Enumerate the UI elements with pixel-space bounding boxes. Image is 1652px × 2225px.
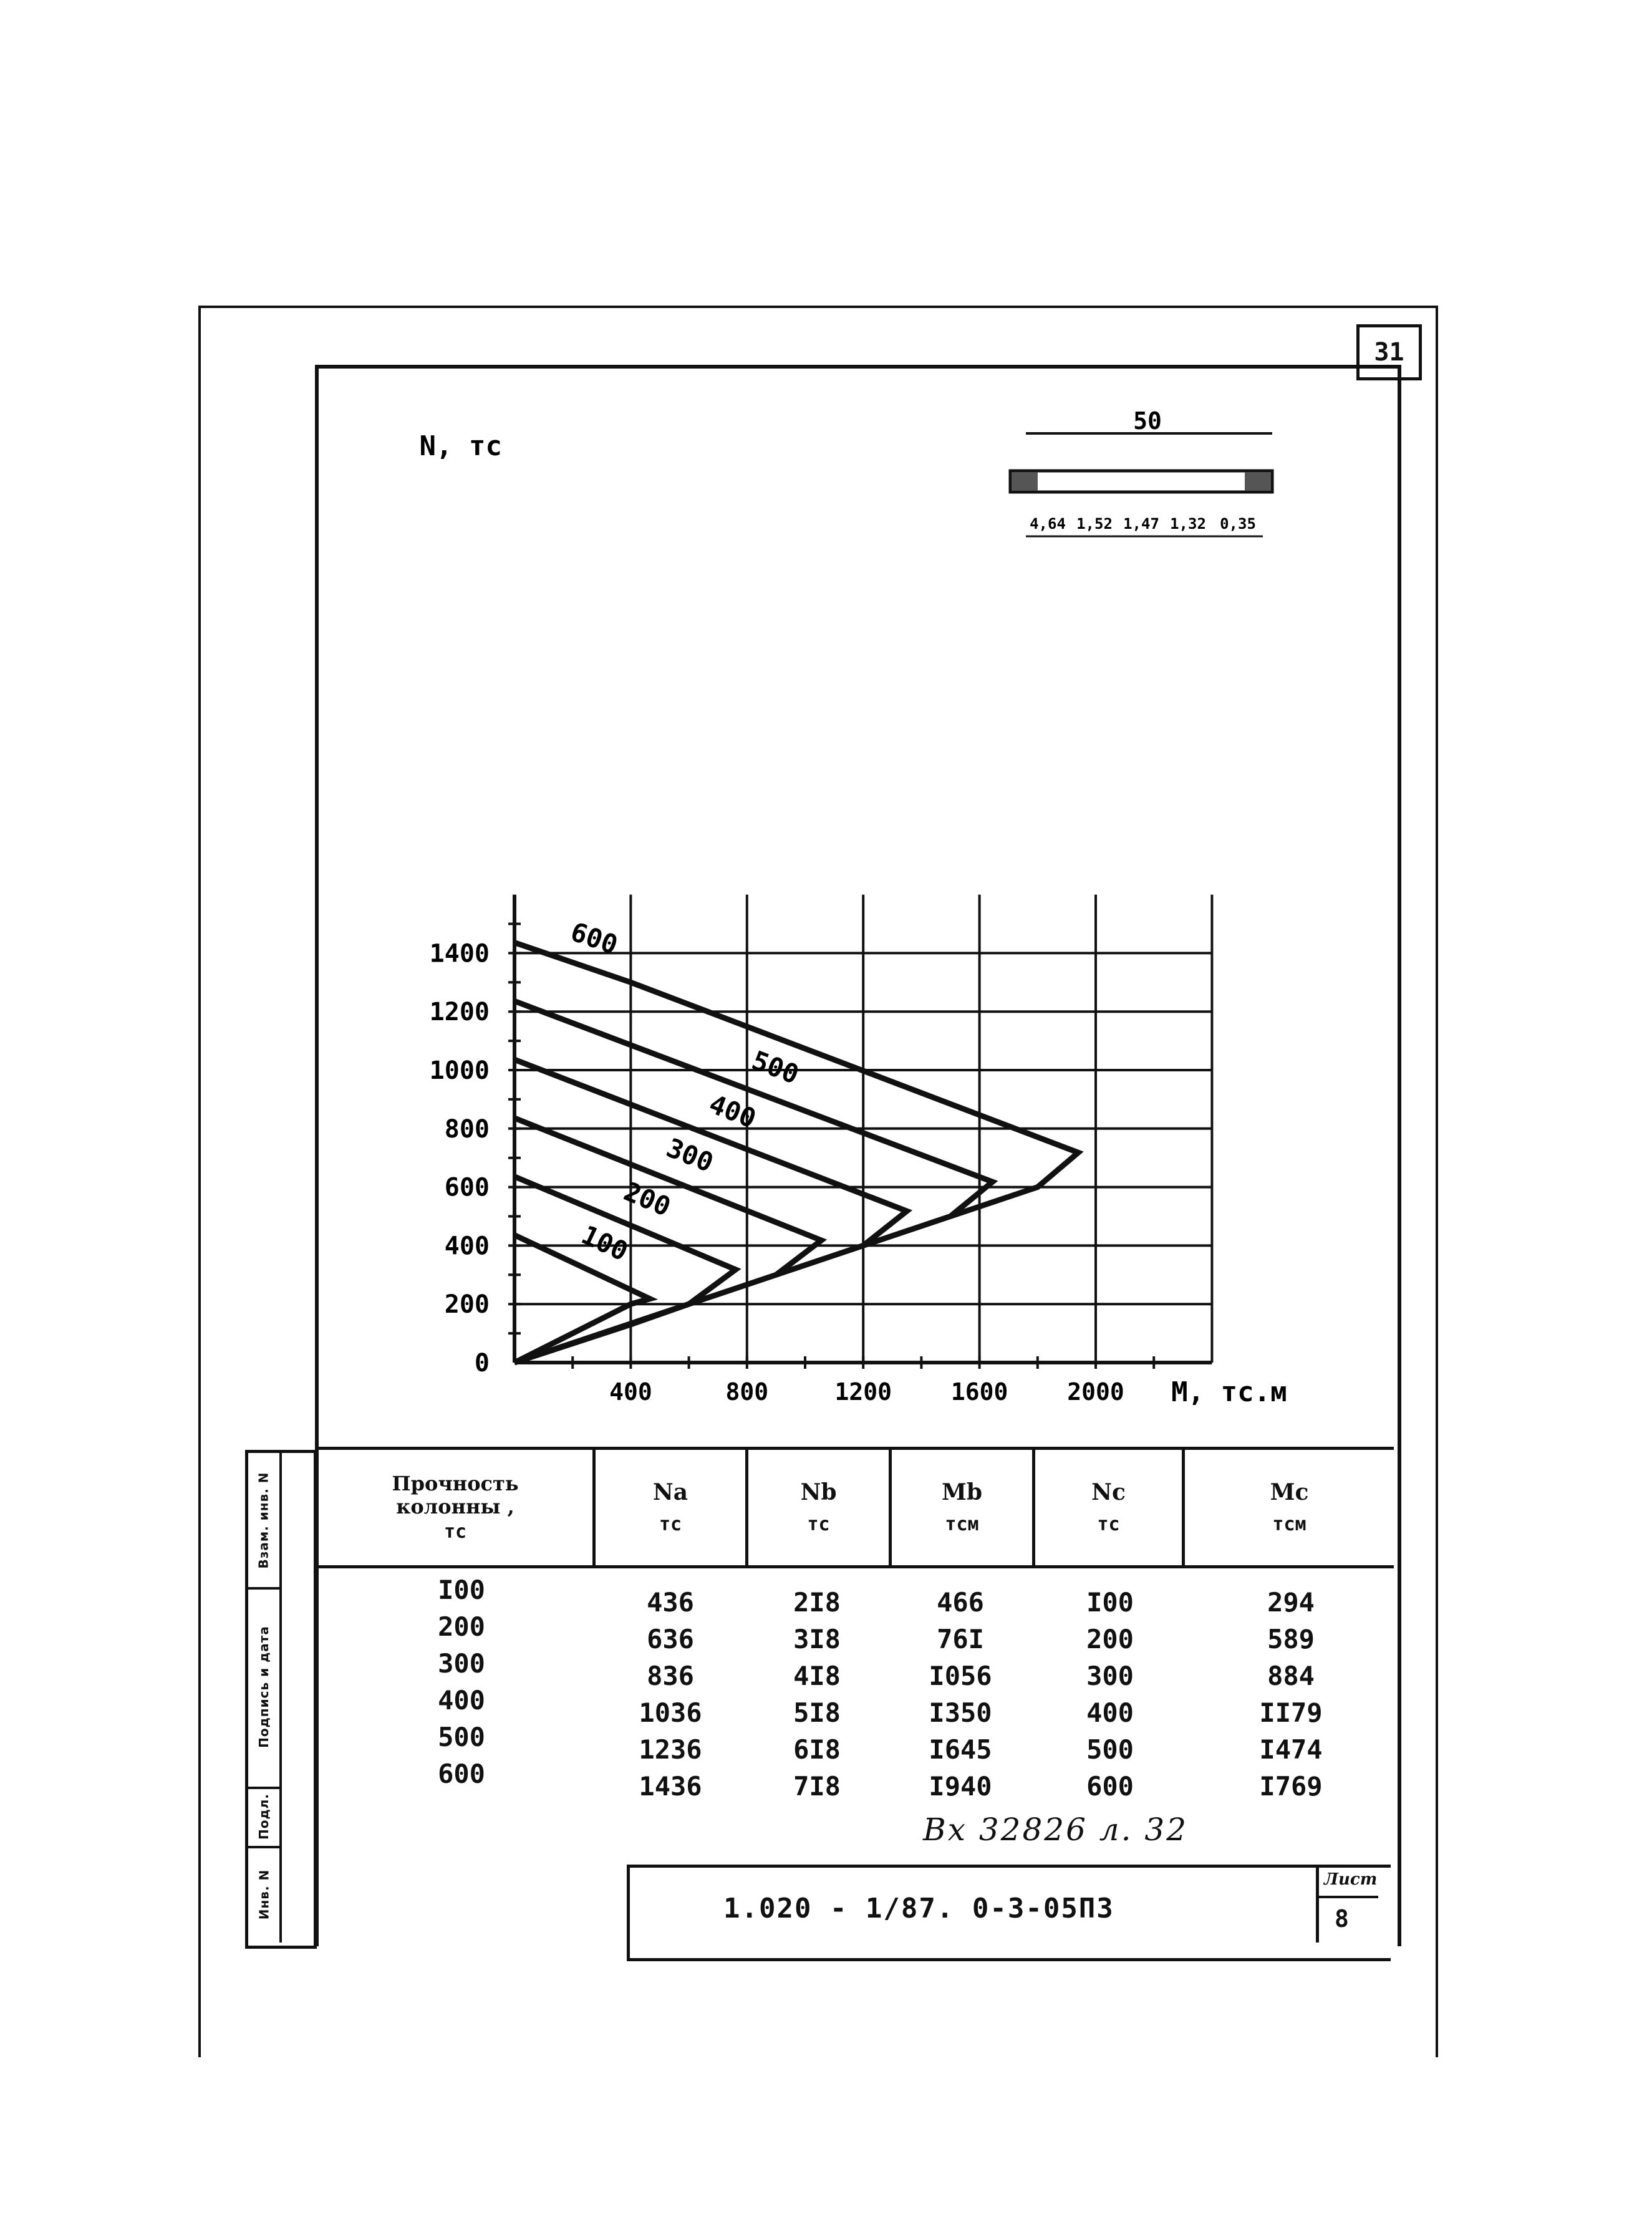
x-tick-label: 1600 [950, 1378, 1008, 1406]
side-cell [248, 1787, 279, 1848]
series-label-500: 500 [748, 1045, 803, 1091]
table-cell: 300 [1086, 1661, 1134, 1691]
y-tick-label: 200 [444, 1290, 490, 1320]
table-cell: 1436 [639, 1771, 702, 1802]
inset-top-label: 50 [1133, 407, 1162, 435]
series-label-100: 100 [577, 1219, 633, 1267]
table-cell: 1036 [639, 1697, 702, 1728]
side-label: Подл. [256, 1793, 272, 1840]
header-mc-name: Mc [1270, 1479, 1309, 1506]
chart-series [514, 916, 1078, 1363]
side-label: Инв. N [256, 1869, 272, 1919]
col-na [608, 1584, 733, 1805]
inset-hatch-right [1245, 472, 1271, 491]
sheet-box [1316, 1868, 1378, 1943]
side-cell [248, 1453, 279, 1590]
inset-segment-label: 0,35 [1220, 515, 1256, 533]
table-cell: 500 [1086, 1734, 1134, 1765]
table-cell: 300 [438, 1648, 485, 1679]
inset-segment-label: 1,52 [1076, 515, 1113, 533]
header-mb [892, 1450, 1032, 1565]
table-cell: 400 [1086, 1697, 1134, 1728]
header-na-name: Na [652, 1479, 688, 1506]
table-cell: I645 [929, 1734, 992, 1765]
y-tick-label: 0 [474, 1349, 490, 1378]
header-na [596, 1450, 745, 1565]
table-cell: I00 [438, 1575, 485, 1605]
table-cell: 589 [1267, 1624, 1315, 1654]
table-cell: 636 [647, 1624, 694, 1654]
header-strength-unit: тс [443, 1520, 467, 1543]
table-cell: 76I [937, 1624, 984, 1654]
inset-section-rect [1010, 471, 1272, 492]
chart-labels [420, 430, 1287, 1408]
x-tick-label: 1200 [834, 1378, 892, 1406]
y-tick-label: 600 [444, 1173, 490, 1202]
header-nb [748, 1450, 889, 1565]
section-inset [1010, 407, 1272, 536]
table-cell: I474 [1259, 1734, 1323, 1765]
col-mc [1222, 1584, 1360, 1805]
sheet-box-rule [1319, 1896, 1378, 1898]
sheet-label: Лист [1324, 1870, 1378, 1889]
table-cell: 600 [438, 1759, 485, 1789]
side-stamp-strip [245, 1450, 317, 1949]
table-cell: 400 [438, 1685, 485, 1716]
table-cell: 1236 [639, 1734, 702, 1765]
header-nb-unit: тс [807, 1513, 830, 1535]
table-cell: 2I8 [793, 1587, 841, 1618]
y-tick-label: 1200 [429, 998, 490, 1027]
header-mc-unit: тсм [1272, 1513, 1307, 1535]
col-strength [399, 1571, 524, 1792]
table-cell: 436 [647, 1587, 694, 1618]
document-code: 1.020 - 1/87. 0-3-05ПЗ [723, 1893, 1114, 1924]
page-number: 31 [1356, 324, 1422, 380]
x-tick-label: 400 [609, 1378, 652, 1406]
table-cell: 600 [1086, 1771, 1134, 1802]
inset-segment-label: 4,64 [1030, 515, 1066, 533]
table-cell: I00 [1086, 1587, 1134, 1618]
table-cell: I056 [929, 1661, 992, 1691]
header-nc-name: Nc [1091, 1479, 1126, 1506]
table-cell: 836 [647, 1661, 694, 1691]
header-nc-unit: тс [1097, 1513, 1120, 1535]
side-divider [279, 1453, 282, 1943]
x-tick-label: 2000 [1067, 1378, 1124, 1406]
table-cell: II79 [1259, 1697, 1323, 1728]
chart-grid [514, 895, 1212, 1363]
inset-hatch-left [1012, 472, 1038, 491]
series-label-600: 600 [567, 916, 622, 961]
table-cell: I350 [929, 1697, 992, 1728]
side-label: Взам. инв. N [256, 1471, 271, 1569]
table-cell: 3I8 [793, 1624, 841, 1654]
col-nb [755, 1584, 879, 1805]
table-header-rule [315, 1565, 1394, 1568]
y-axis-label: N, тс [419, 430, 502, 462]
y-tick-label: 1400 [429, 939, 490, 968]
col-nc [1048, 1584, 1172, 1805]
y-tick-label: 400 [444, 1232, 490, 1261]
sheet-number: 8 [1335, 1905, 1349, 1933]
header-mb-name: Mb [941, 1479, 983, 1506]
table-cell: 200 [1086, 1624, 1134, 1654]
table-cell: 294 [1267, 1587, 1315, 1618]
table-cell: I769 [1259, 1771, 1323, 1802]
inset-segment-label: 1,47 [1123, 515, 1159, 533]
x-tick-label: 800 [725, 1378, 769, 1406]
table-cell: 500 [438, 1722, 485, 1752]
series-label-400: 400 [705, 1088, 760, 1134]
col-mb [898, 1584, 1023, 1805]
side-cell [248, 1587, 279, 1789]
header-strength [318, 1450, 592, 1565]
table-cell: 5I8 [793, 1697, 841, 1728]
header-nb-name: Nb [800, 1479, 837, 1506]
handwritten-registration: Вх 32826 л. 32 [923, 1812, 1189, 1848]
header-mb-unit: тсм [945, 1513, 979, 1535]
y-tick-label: 800 [444, 1114, 490, 1144]
y-tick-label: 1000 [429, 1056, 490, 1085]
table-cell: I940 [929, 1771, 992, 1802]
inset-segment-label: 1,32 [1170, 515, 1206, 533]
header-mc [1185, 1450, 1394, 1565]
series-label-200: 200 [619, 1175, 675, 1223]
side-cell [248, 1846, 279, 1943]
table-cell: 7I8 [793, 1771, 841, 1802]
header-strength-name: Прочность колонны , [392, 1472, 519, 1518]
series-label-300: 300 [662, 1132, 718, 1179]
table-cell: 200 [438, 1611, 485, 1642]
header-na-unit: тс [659, 1513, 682, 1535]
table-cell: 4I8 [793, 1661, 841, 1691]
table-cell: 466 [937, 1587, 984, 1618]
x-axis-label: M, тс.м [1171, 1376, 1287, 1408]
table-cell: 6I8 [793, 1734, 841, 1765]
header-nc [1035, 1450, 1182, 1565]
table-cell: 884 [1267, 1661, 1315, 1691]
side-label: Подпись и дата [256, 1626, 272, 1748]
